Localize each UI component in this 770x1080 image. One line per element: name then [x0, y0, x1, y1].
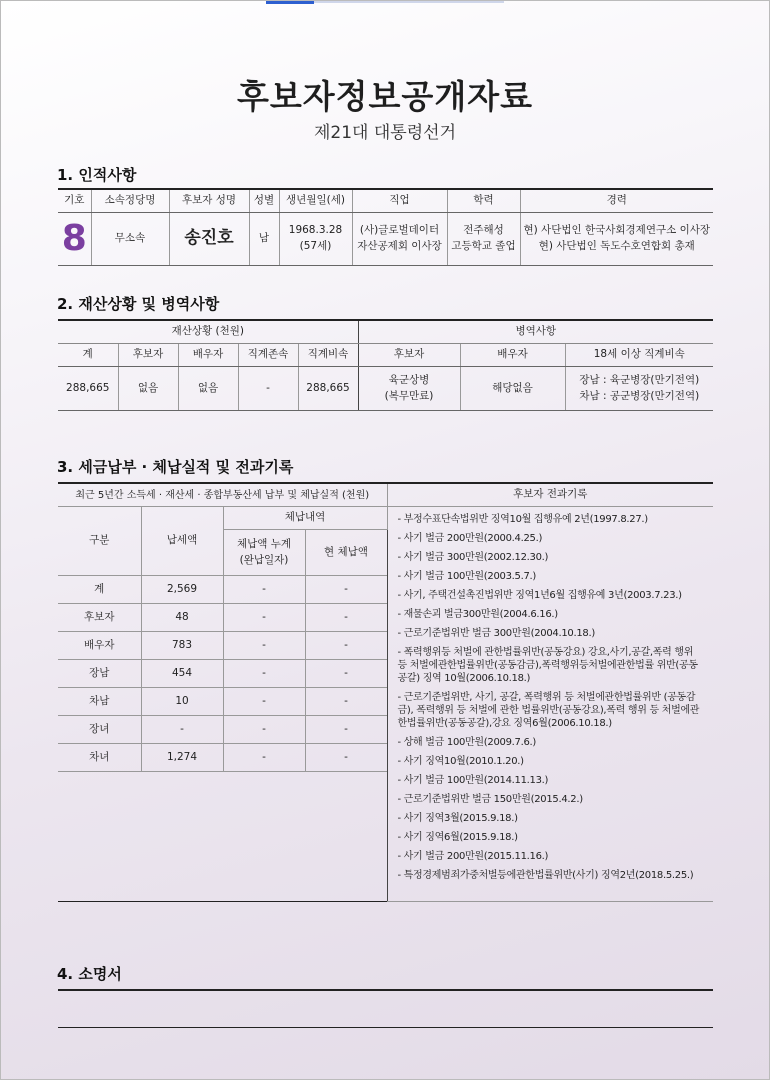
tax-row-total: -: [223, 576, 305, 604]
header-arrears-current: 현 체납액: [305, 530, 387, 576]
header-total: 계: [58, 344, 118, 367]
tax-criminal-table: [58, 482, 713, 902]
section-title-property: 2. 재산상황 및 병역사항: [57, 295, 220, 313]
header-arrears-total-line2: (완납일자): [239, 553, 289, 566]
criminal-item: - 사기 벌금 200만원(2015.11.16.): [397, 851, 549, 862]
party-cell: 무소속: [91, 213, 169, 266]
header-education: 학력: [447, 189, 520, 213]
birth-date: 1968.3.28: [288, 224, 343, 237]
section-title-statement: 4. 소명서: [57, 965, 122, 983]
property-ascendant: -: [238, 367, 298, 411]
property-candidate: 없음: [118, 367, 178, 411]
header-arrears-total-line1: 체납액 누계: [236, 537, 292, 550]
military-descendant: [565, 367, 713, 411]
header-category: 구분: [58, 507, 141, 576]
header-arrears-group: 체납내역: [223, 507, 387, 530]
tax-row-paid: 2,569: [141, 576, 223, 604]
tax-row-current: -: [305, 716, 387, 744]
criminal-item: - 상해 벌금 100만원(2009.7.6.): [397, 737, 537, 748]
header-number: 기호: [58, 189, 91, 213]
property-military-table: [58, 319, 713, 411]
criminal-item: - 사기 징역10월(2010.1.20.): [397, 756, 524, 767]
gender-cell: 남: [249, 213, 279, 266]
statement-bottom-line: [58, 1027, 713, 1028]
statement-top-line: [58, 989, 713, 991]
criminal-item: - 근로기준법위반, 사기, 공갈, 폭력행위 등 처벌에관한법률위반 (공동감금), 폭력행위 등 처벌에 관한 법률위반(공동강요),폭력 행위 등 처벌에관한법률위반(공동공갈),강요 징역6월(2006.10.18.): [397, 692, 700, 729]
career-line-2: 현) 사단법인 독도수호연합회 총재: [538, 240, 695, 252]
criminal-item: - 특정경제범죄가중처벌등에관한법률위반(사기) 징역2년(2018.5.25.): [397, 870, 694, 881]
tax-group-header: 최근 5년간 소득세 · 재산세 · 종합부동산세 납부 및 체납실적 (천원): [58, 483, 387, 507]
military-candidate: [358, 367, 460, 411]
job-line-1: (사)글로벌데이터: [359, 224, 440, 237]
tax-row-current: -: [305, 632, 387, 660]
age: (57세): [299, 240, 332, 252]
military-eldest-son: 장남 : 육군병장(만기전역): [579, 373, 700, 386]
criminal-item: - 사기 벌금 100만원(2014.11.13.): [397, 775, 549, 786]
tax-row-paid: 1,274: [141, 744, 223, 772]
tax-row-label: 차녀: [58, 744, 141, 772]
education-line-2: 고등학교 졸업: [451, 240, 516, 252]
candidate-name: 송진호: [184, 228, 234, 249]
criminal-item: - 사기 징역6월(2015.9.18.): [397, 832, 518, 843]
header-mil-spouse: 배우자: [460, 344, 565, 367]
tax-row-label: 후보자: [58, 604, 141, 632]
page-title: 후보자정보공개자료: [237, 77, 533, 116]
career-cell: [520, 213, 713, 266]
page-subtitle: 제21대 대통령선거: [314, 123, 456, 143]
tax-row-total: -: [223, 604, 305, 632]
criminal-item: - 사기, 주택건설촉진법위반 징역1년6월 집행유예 3년(2003.7.23.): [397, 590, 682, 601]
tax-row-paid: 10: [141, 688, 223, 716]
criminal-item: - 사기 벌금 100만원(2003.5.7.): [397, 571, 537, 582]
criminal-item: - 근로기준법위반 벌금 300만원(2004.10.18.): [397, 628, 595, 639]
tax-empty-area: [58, 772, 387, 902]
header-mil-descendant: 18세 이상 직계비속: [565, 344, 713, 367]
property-spouse: 없음: [178, 367, 238, 411]
criminal-item: - 재물손괴 벌금300만원(2004.6.16.): [397, 609, 558, 620]
military-second-son: 차남 : 공군병장(만기전역): [579, 389, 700, 402]
tax-row-paid: 454: [141, 660, 223, 688]
tax-row-total: -: [223, 632, 305, 660]
tax-row-label: 장남: [58, 660, 141, 688]
header-mil-candidate: 후보자: [358, 344, 460, 367]
criminal-item: - 사기 벌금 300만원(2002.12.30.): [397, 552, 549, 563]
education-line-1: 전주해성: [463, 224, 504, 237]
header-paid: 납세액: [141, 507, 223, 576]
top-accent-bar: [266, 1, 314, 4]
tax-row-paid: 783: [141, 632, 223, 660]
tax-row-label: 차남: [58, 688, 141, 716]
tax-row-current: -: [305, 688, 387, 716]
section-title-tax: 3. 세금납부 · 체납실적 및 전과기록: [57, 458, 294, 476]
section-title-personal: 1. 인적사항: [57, 166, 137, 184]
criminal-item: - 폭력행위등 처벌에 관한법률위반(공동강요) 강요,사기,공갈,폭력 행위 등 처벌에관한법률위반(공동감금),폭력행위등처벌에관한법률 위반(공동공갈) 징역 10월(2006.10.18.): [397, 647, 698, 684]
birth-cell: [279, 213, 352, 266]
header-gender: 성별: [249, 189, 279, 213]
header-arrears-total: [223, 530, 305, 576]
tax-row-current: -: [305, 576, 387, 604]
criminal-record-list: [387, 507, 713, 902]
header-spouse: 배우자: [178, 344, 238, 367]
tax-row-total: -: [223, 744, 305, 772]
military-spouse: 해당없음: [460, 367, 565, 411]
criminal-item: - 사기 벌금 200만원(2000.4.25.): [397, 533, 543, 544]
criminal-item: - 사기 징역3월(2015.9.18.): [397, 813, 518, 824]
property-total: 288,665: [58, 367, 118, 411]
tax-row-paid: 48: [141, 604, 223, 632]
military-candidate-rank: 육군상병: [388, 373, 430, 386]
tax-row-current: -: [305, 604, 387, 632]
criminal-header: 후보자 전과기록: [387, 483, 713, 507]
criminal-item: - 근로기준법위반 벌금 150만원(2015.4.2.): [397, 794, 583, 805]
property-group-header: 재산상황 (천원): [58, 320, 358, 344]
header-party: 소속정당명: [91, 189, 169, 213]
job-line-2: 자산공제회 이사장: [357, 240, 442, 252]
tax-row-label: 배우자: [58, 632, 141, 660]
header-birth: 생년월일(세): [279, 189, 352, 213]
header-descendant: 직계비속: [298, 344, 358, 367]
education-cell: [447, 213, 520, 266]
property-descendant: 288,665: [298, 367, 358, 411]
header-career: 경력: [520, 189, 713, 213]
header-ascendant: 직계존속: [238, 344, 298, 367]
tax-row-current: -: [305, 744, 387, 772]
military-group-header: 병역사항: [358, 320, 713, 344]
criminal-item: - 부정수표단속법위반 징역10월 집행유예 2년(1997.8.27.): [397, 514, 648, 525]
tax-row-current: -: [305, 660, 387, 688]
tax-row-paid: -: [141, 716, 223, 744]
tax-row-label: 장녀: [58, 716, 141, 744]
tax-row-total: -: [223, 716, 305, 744]
tax-row-total: -: [223, 688, 305, 716]
military-candidate-status: (복무만료): [384, 389, 434, 402]
header-name: 후보자 성명: [169, 189, 249, 213]
header-job: 직업: [352, 189, 447, 213]
tax-row-label: 계: [58, 576, 141, 604]
tax-row-total: -: [223, 660, 305, 688]
candidate-number: 8: [61, 218, 87, 259]
personal-info-table: [58, 188, 713, 266]
job-cell: [352, 213, 447, 266]
header-candidate: 후보자: [118, 344, 178, 367]
career-line-1: 현) 사단법인 한국사회경제연구소 이사장: [523, 224, 711, 237]
top-divider: [314, 1, 504, 3]
